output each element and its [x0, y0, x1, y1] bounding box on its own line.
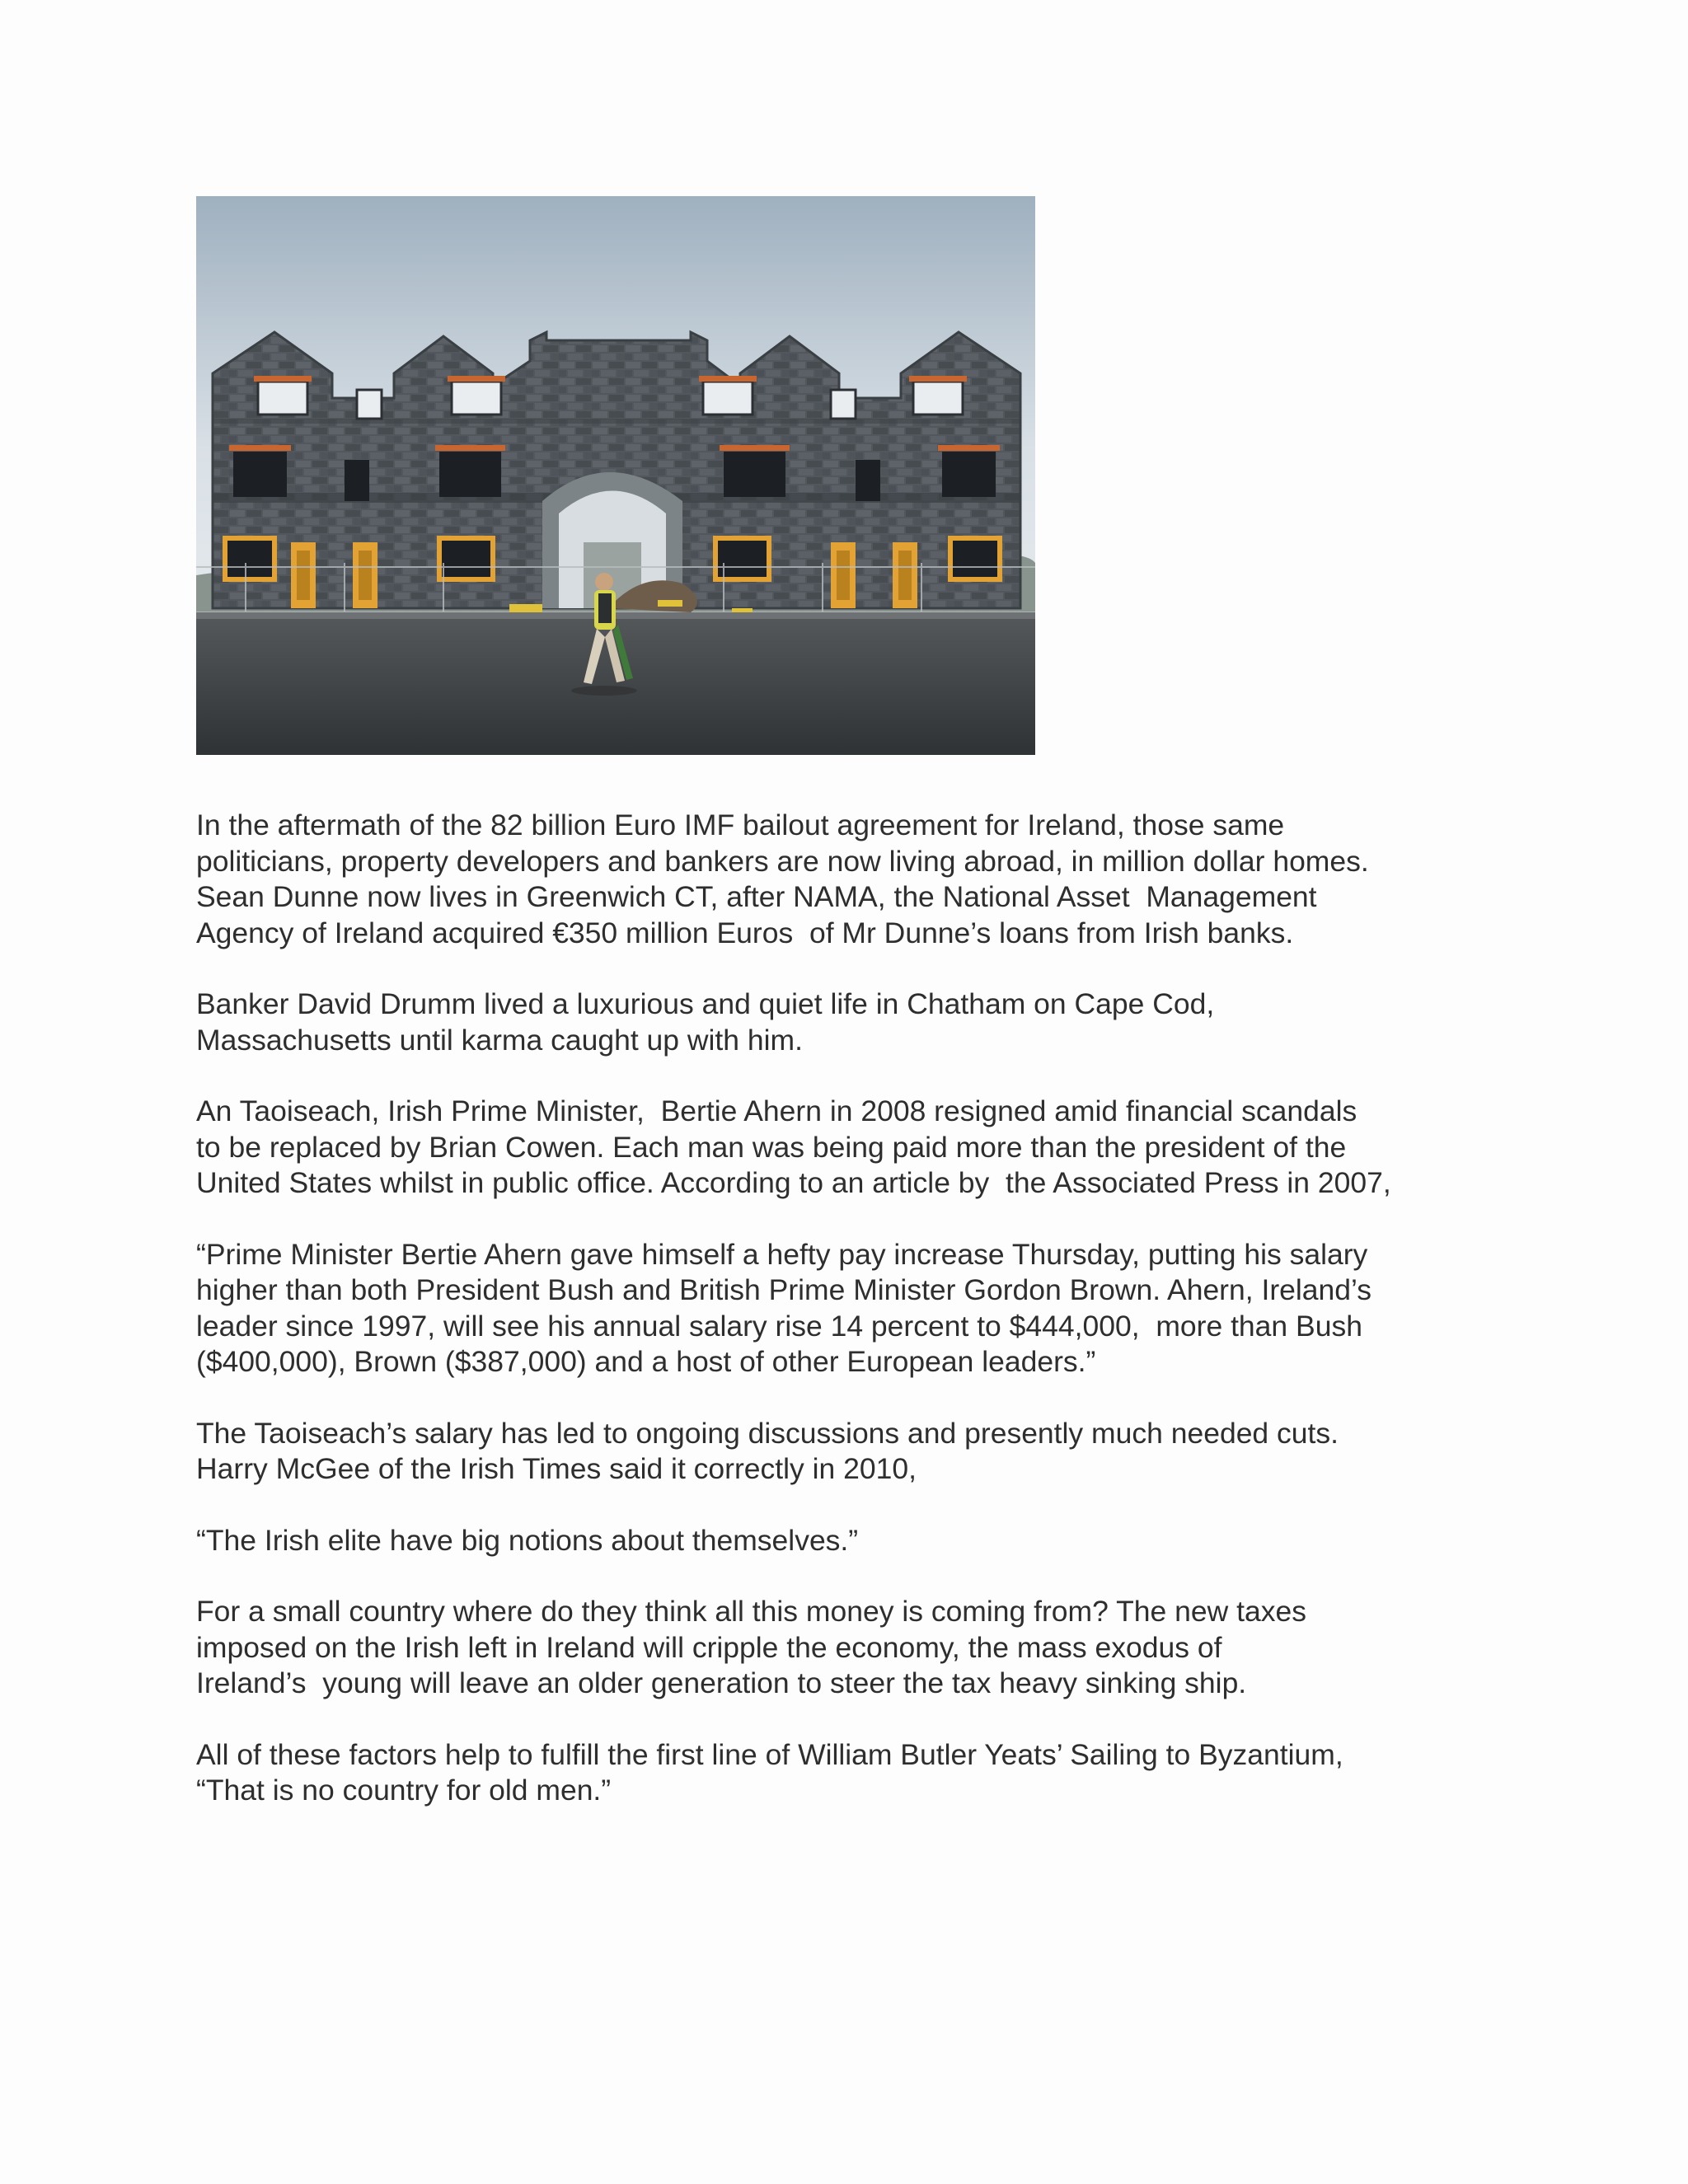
text-line: All of these factors help to fulfill the first line of William Butler Yeats’ Sailing to Byzantium,: [196, 1737, 1343, 1771]
text-line: politicians, property developers and bankers are now living abroad, in million dollar homes.: [196, 844, 1369, 878]
text-line: “Prime Minister Bertie Ahern gave himself a hefty pay increase Thursday, putting his salary: [196, 1237, 1368, 1271]
paragraph-yeats: [196, 1737, 1498, 1809]
text-line: The Taoiseach’s salary has led to ongoing discussions and presently much needed cuts.: [196, 1416, 1339, 1450]
paragraph-bailout: [196, 808, 1498, 951]
text-line: United States whilst in public office. According to an article by the Associated Press in 2007,: [196, 1166, 1391, 1199]
paragraph-taoiseach: [196, 1094, 1498, 1202]
ghost-estate-illustration: [196, 196, 1035, 755]
paragraph-taxes: [196, 1594, 1498, 1702]
text-line: An Taoiseach, Irish Prime Minister, Bertie Ahern in 2008 resigned amid financial scandals: [196, 1094, 1357, 1127]
paragraph-ap-quote: [196, 1237, 1498, 1380]
paragraph-elite-quote: [196, 1523, 1498, 1559]
paragraph-salary: [196, 1416, 1498, 1488]
text-line: Harry McGee of the Irish Times said it correctly in 2010,: [196, 1452, 917, 1485]
text-line: to be replaced by Brian Cowen. Each man was being paid more than the president of the: [196, 1130, 1347, 1164]
text-line: Sean Dunne now lives in Greenwich CT, after NAMA, the National Asset Management: [196, 880, 1317, 913]
text-line: ($400,000), Brown ($387,000) and a host of other European leaders.”: [196, 1345, 1096, 1378]
text-line: “That is no country for old men.”: [196, 1774, 612, 1807]
article-body: [196, 808, 1498, 1844]
text-line: “The Irish elite have big notions about themselves.”: [196, 1523, 859, 1557]
text-line: For a small country where do they think all this money is coming from? The new taxes: [196, 1595, 1306, 1628]
text-line: imposed on the Irish left in Ireland will cripple the economy, the mass exodus of: [196, 1630, 1222, 1664]
text-line: Massachusetts until karma caught up with him.: [196, 1023, 803, 1057]
text-line: leader since 1997, will see his annual salary rise 14 percent to $444,000, more than Bush: [196, 1309, 1362, 1343]
text-line: Agency of Ireland acquired €350 million Euros of Mr Dunne’s loans from Irish banks.: [196, 916, 1294, 949]
paragraph-drumm: [196, 987, 1498, 1058]
text-line: In the aftermath of the 82 billion Euro IMF bailout agreement for Ireland, those same: [196, 808, 1285, 841]
text-line: higher than both President Bush and British Prime Minister Gordon Brown. Ahern, Ireland’s: [196, 1273, 1372, 1306]
text-line: Ireland’s young will leave an older generation to steer the tax heavy sinking ship.: [196, 1666, 1247, 1699]
ghost-estate-photo: [196, 196, 1035, 755]
text-line: Banker David Drumm lived a luxurious and quiet life in Chatham on Cape Cod,: [196, 987, 1215, 1020]
